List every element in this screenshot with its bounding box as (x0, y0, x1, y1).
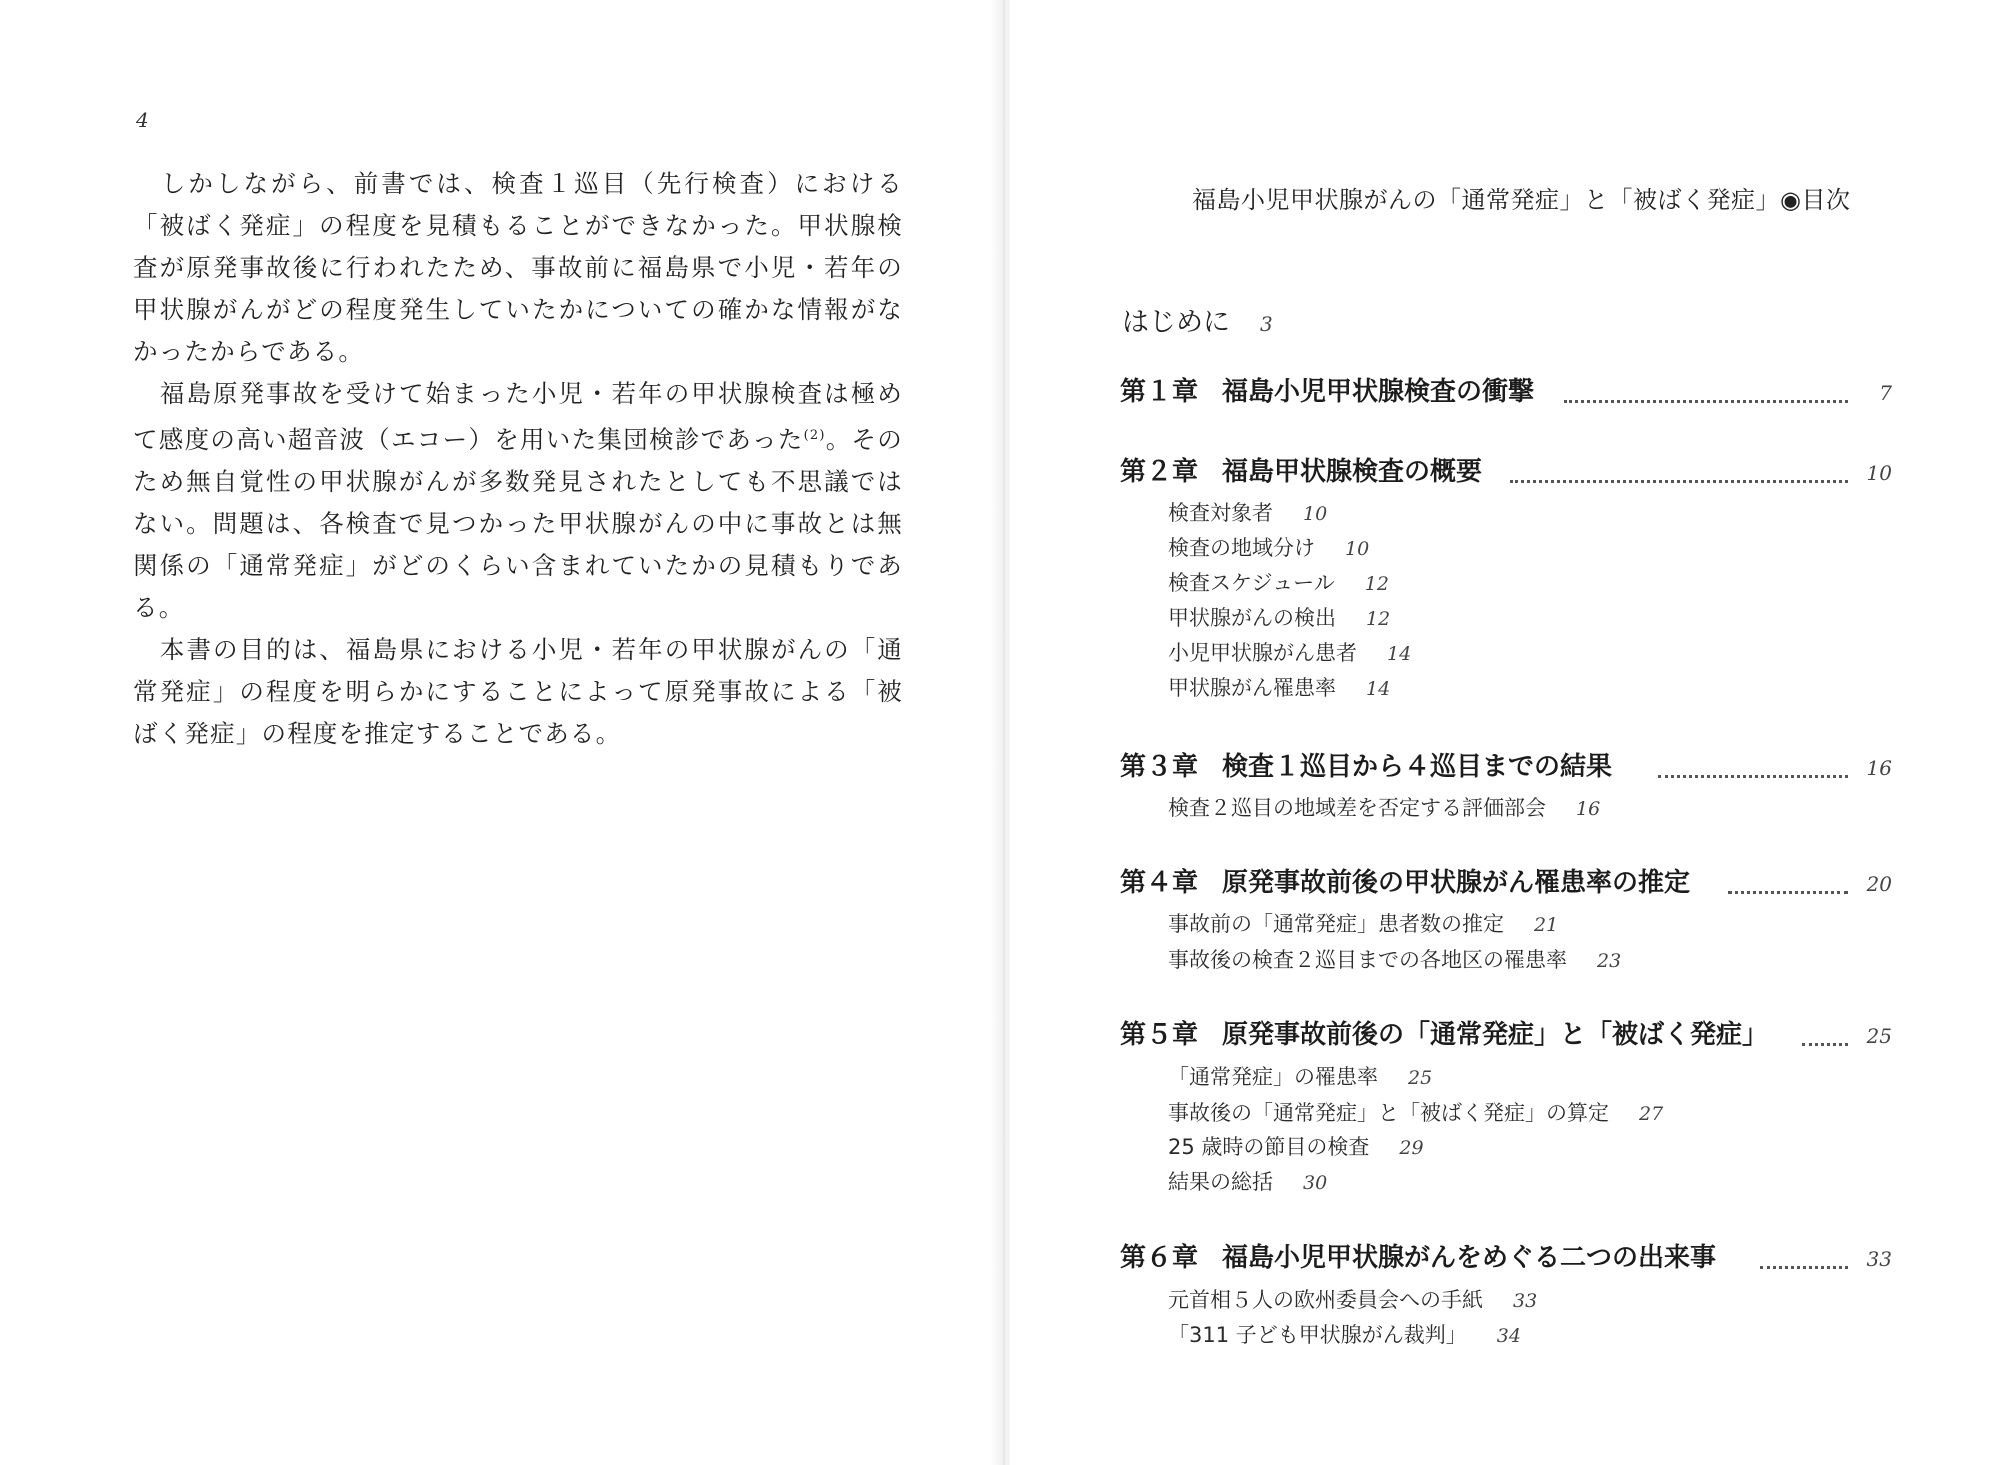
toc-page-number: 3 (1260, 312, 1273, 336)
toc-section (1168, 568, 1389, 600)
toc-page-number: 14 (1366, 678, 1391, 700)
section-title: 事故後の検査２巡目までの各地区の罹患率 (1168, 948, 1567, 972)
paragraph-text: 福島原発事故を受けて始まった小児・若年の甲状腺検査は極めて感度の高い超音波（エコー）を用いた集団検診であった (133, 379, 903, 454)
section-title: 「311 子ども甲状腺がん裁判」 (1168, 1323, 1467, 1347)
section-title: 結果の総括 (1168, 1170, 1273, 1194)
toc-chapter-2 (1120, 452, 1892, 492)
section-title: 25 歳時の節目の検査 (1168, 1135, 1370, 1159)
section-title: 検査対象者 (1168, 501, 1273, 525)
section-title: 「通常発症」の罹患率 (1168, 1065, 1378, 1089)
section-title: 事故前の「通常発症」患者数の推定 (1168, 912, 1504, 936)
chapter-number: 第４章 (1120, 868, 1199, 898)
toc-section (1168, 1320, 1521, 1352)
toc-intro-entry (1122, 300, 1273, 339)
toc-section (1168, 945, 1621, 977)
dot-leader (1564, 400, 1848, 403)
chapter-title: 福島小児甲状腺検査の衝撃 (1222, 377, 1535, 407)
toc-chapter-6 (1120, 1238, 1892, 1278)
section-title: 小児甲状腺がん患者 (1168, 641, 1357, 665)
toc-section (1168, 1285, 1537, 1317)
toc-page-number: 10 (1303, 503, 1328, 525)
chapter-title: 原発事故前後の「通常発症」と「被ばく発症」 (1222, 1020, 1769, 1050)
section-title: 検査スケジュール (1168, 571, 1335, 595)
paragraph (133, 629, 903, 755)
toc-page-number: 29 (1399, 1137, 1424, 1159)
chapter-title: 福島甲状腺検査の概要 (1222, 457, 1483, 487)
toc-section (1168, 909, 1558, 941)
toc-page-number: 23 (1597, 950, 1622, 972)
toc-page-number: 21 (1534, 914, 1559, 936)
dot-leader (1510, 480, 1848, 483)
section-title: 元首相５人の欧州委員会への手紙 (1168, 1288, 1483, 1312)
chapter-number: 第５章 (1120, 1020, 1199, 1050)
toc-page-number: 16 (1576, 798, 1601, 820)
toc-page-number: 20 (1866, 872, 1892, 896)
chapter-title: 福島小児甲状腺がんをめぐる二つの出来事 (1222, 1243, 1717, 1273)
toc-section (1168, 638, 1411, 670)
toc-section (1168, 673, 1390, 705)
toc-page-number: 33 (1513, 1290, 1538, 1312)
paragraph-text: しかしながら、前書では、検査１巡目（先行検査）における「被ばく発症」の程度を見積もることができなかった。甲状腺検査が原発事故後に行われたため、事故前に福島県で小児・若年の甲状腺がんがどの程度発生していたかについての確かな情報がなかったからである。 (133, 169, 903, 366)
toc-chapter-1 (1120, 372, 1892, 412)
toc-page-number: 25 (1866, 1024, 1892, 1048)
toc-chapter-4 (1120, 863, 1892, 903)
body-text (133, 163, 903, 755)
toc-section (1168, 1132, 1424, 1164)
dot-leader (1802, 1043, 1848, 1046)
toc-page-number: 33 (1866, 1247, 1892, 1271)
page-number: 4 (136, 108, 149, 132)
toc-chapter-5 (1120, 1015, 1892, 1055)
toc-page-number: 12 (1364, 573, 1389, 595)
chapter-number: 第６章 (1120, 1243, 1199, 1273)
toc-page-number: 12 (1366, 608, 1391, 630)
dot-leader (1658, 775, 1848, 778)
dot-leader (1728, 891, 1848, 894)
toc-section (1168, 603, 1390, 635)
section-title: 甲状腺がんの検出 (1168, 606, 1336, 630)
chapter-number: 第３章 (1120, 752, 1199, 782)
toc-section (1168, 498, 1327, 530)
toc-page-number: 30 (1303, 1172, 1328, 1194)
toc-page-number: 16 (1866, 756, 1892, 780)
toc-page-number: 7 (1879, 381, 1892, 405)
section-title: 検査の地域分け (1168, 536, 1315, 560)
paragraph-text: 本書の目的は、福島県における小児・若年の甲状腺がんの「通常発症」の程度を明らかにすることによって原発事故による「被ばく発症」の程度を推定することである。 (133, 635, 903, 748)
toc-page-number: 34 (1496, 1325, 1521, 1347)
toc-section (1168, 1167, 1327, 1199)
toc-section (1168, 1098, 1663, 1130)
toc-intro-label: はじめに (1122, 307, 1230, 338)
toc-page-number: 10 (1345, 538, 1370, 560)
toc-page-number: 25 (1408, 1067, 1433, 1089)
paragraph (133, 163, 903, 373)
chapter-number: 第１章 (1120, 377, 1199, 407)
chapter-title: 検査１巡目から４巡目までの結果 (1222, 752, 1613, 782)
paragraph-text: 。そのため無自覚性の甲状腺がんが多数発見されたとしても不思議ではない。問題は、各検査で見つかった甲状腺がんの中に事故とは無関係の「通常発症」がどのくらい含まれていたかの見積もりである。 (133, 425, 903, 622)
toc-page-number: 27 (1639, 1103, 1664, 1125)
toc-title: 福島小児甲状腺がんの「通常発症」と「被ばく発症」◉目次 (1192, 186, 1851, 214)
section-title: 事故後の「通常発症」と「被ばく発症」の算定 (1168, 1101, 1609, 1125)
right-page (1010, 0, 2000, 1465)
section-title: 甲状腺がん罹患率 (1168, 676, 1336, 700)
section-title: 検査２巡目の地域差を否定する評価部会 (1168, 796, 1546, 820)
toc-chapter-3 (1120, 747, 1892, 787)
footnote-reference: (2) (803, 428, 826, 443)
toc-page-number: 10 (1866, 461, 1892, 485)
chapter-title: 原発事故前後の甲状腺がん罹患率の推定 (1222, 868, 1691, 898)
toc-page-number: 14 (1387, 643, 1412, 665)
dot-leader (1760, 1266, 1848, 1269)
paragraph (133, 373, 903, 629)
toc-section (1168, 1062, 1432, 1094)
toc-section (1168, 793, 1600, 825)
chapter-number: 第２章 (1120, 457, 1199, 487)
toc-section (1168, 533, 1369, 565)
